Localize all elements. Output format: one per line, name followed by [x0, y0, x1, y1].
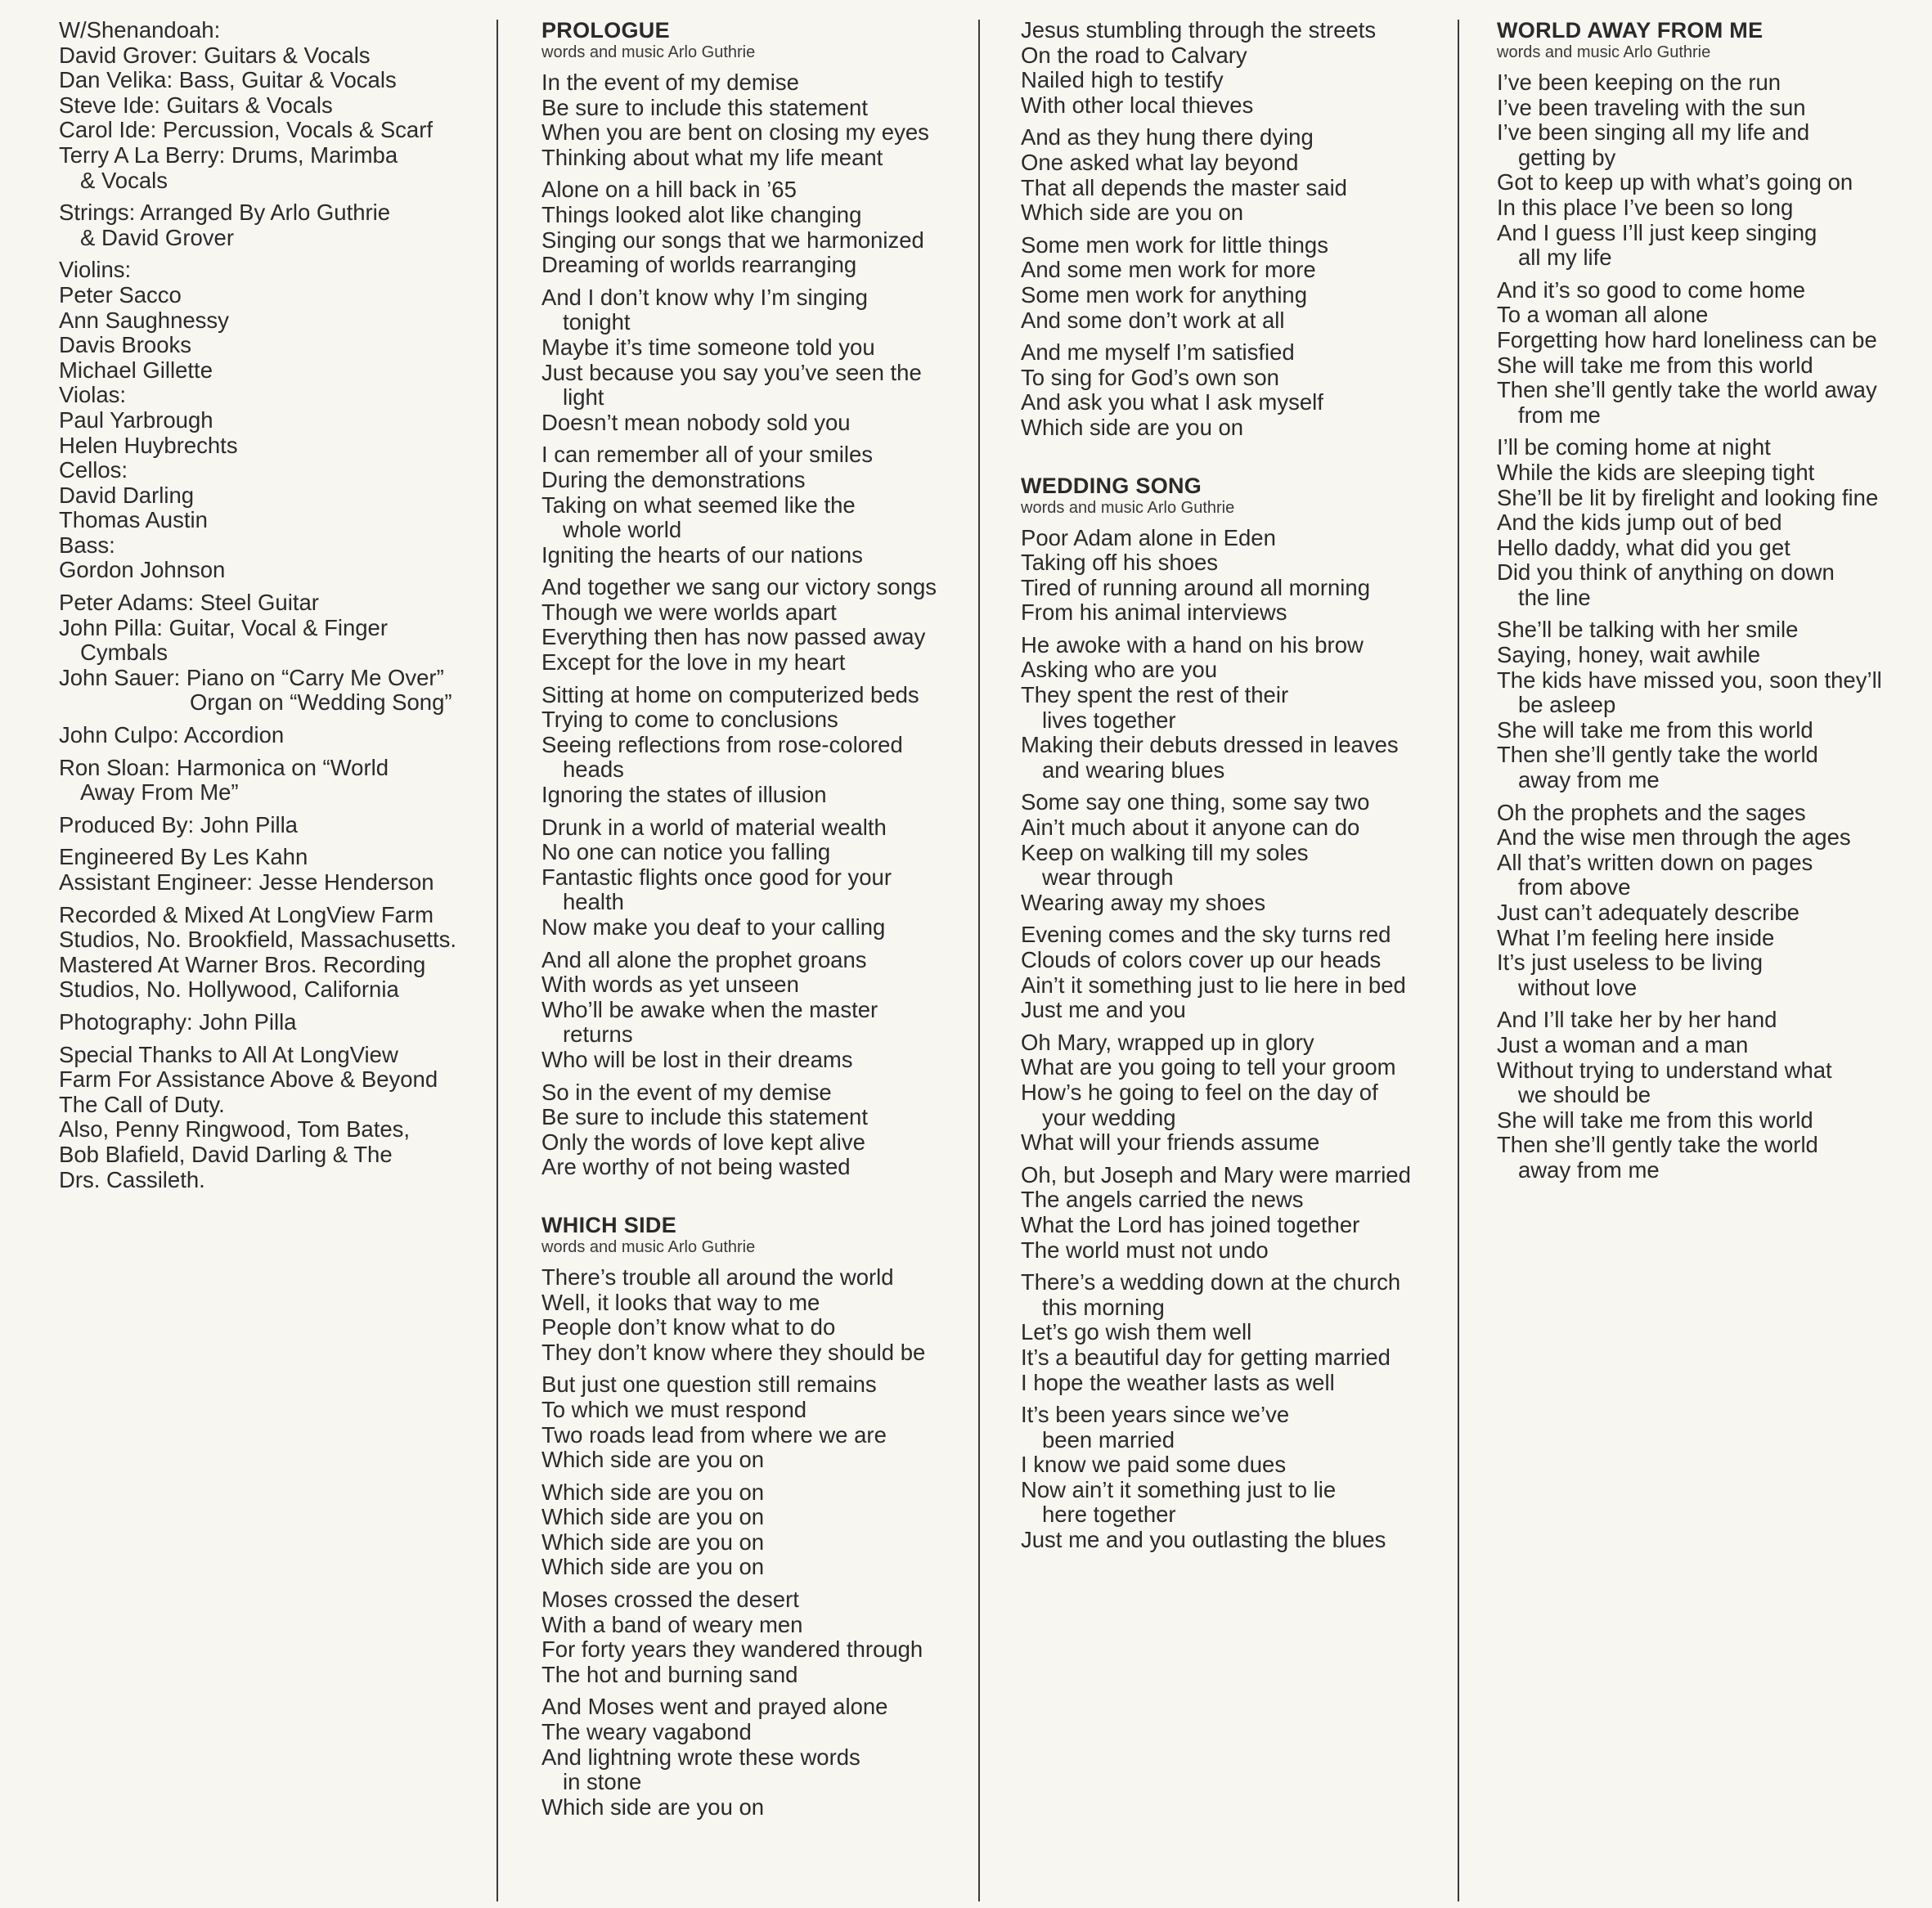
song-block [1021, 474, 1454, 1553]
credit-line: Studios, No. Hollywood, California [59, 976, 399, 1003]
credit-line: Paul Yarbrough [59, 406, 213, 433]
stanza [1497, 801, 1922, 1001]
lyric-line: And as they hung there dying [1021, 124, 1314, 150]
lyric-line: Which side are you on [541, 1504, 765, 1530]
credit-line: David Grover: Guitars & Vocals [59, 42, 371, 68]
credit-line: John Pilla: Guitar, Vocal & Finger [59, 614, 389, 640]
lyric-line: To sing for God’s own son [1021, 364, 1279, 390]
credit-line: Away From Me” [80, 779, 239, 806]
lyric-line: Thinking about what my life meant [541, 144, 883, 170]
credit-line: Peter Adams: Steel Guitar [59, 590, 319, 616]
song-block [1497, 18, 1922, 1183]
song-title: PROLOGUE [541, 18, 670, 43]
lyric-line: The hot and burning sand [541, 1661, 798, 1687]
lyric-line: and wearing blues [1042, 756, 1225, 783]
lyric-line: Just a woman and a man [1497, 1031, 1749, 1057]
lyric-line: Just can’t adequately describe [1497, 900, 1799, 925]
lyric-line: Seeing reflections from rose-colored [541, 731, 903, 757]
credit-line: Cymbals [80, 640, 168, 666]
lyric-line: whole world [563, 517, 682, 543]
lyric-line: Moses crossed the desert [541, 1587, 799, 1613]
lyric-line: Which side are you on [541, 1479, 765, 1505]
stanza [541, 285, 975, 436]
lyric-line: Alone on a hill back in ’65 [541, 177, 797, 203]
lyric-line: It’s a beautiful day for getting married [1021, 1344, 1391, 1370]
lyric-line: Oh Mary, wrapped up in glory [1021, 1029, 1314, 1055]
lyric-line: All that’s written down on pages [1497, 849, 1813, 875]
lyric-line: Maybe it’s time someone told you [541, 334, 875, 360]
credit-line: David Darling [59, 482, 195, 508]
credit-line: Bass: [59, 532, 115, 558]
credit-line: Terry A La Berry: Drums, Marimba [59, 141, 398, 168]
credit-line: Drs. Cassileth. [59, 1166, 205, 1192]
lyric-line: And all alone the prophet groans [541, 946, 867, 972]
lyric-line: And ask you what I ask myself [1021, 389, 1323, 415]
lyric-line: For forty years they wandered through [541, 1636, 923, 1663]
credit-group [59, 18, 484, 193]
lyric-line: They spent the rest of their [1021, 682, 1289, 708]
lyric-line: Clouds of colors cover up our heads [1021, 947, 1382, 972]
lyric-line: Doesn’t mean nobody sold you [541, 409, 851, 435]
lyric-line: I’ve been keeping on the run [1497, 70, 1781, 95]
lyric-line: Trying to come to conclusions [541, 707, 838, 733]
lyric-line: Then she’ll gently take the world [1497, 742, 1818, 768]
credit-line: Carol Ide: Percussion, Vocals & Scarf [59, 117, 434, 143]
credit-line: Also, Penny Ringwood, Tom Bates, [59, 1116, 411, 1143]
lyric-line: Tired of running around all morning [1021, 574, 1371, 600]
credits-column [59, 18, 484, 1200]
song-block [1021, 18, 1454, 441]
lyric-line: Singing our songs that we harmonized [541, 227, 924, 253]
credit-group [59, 756, 484, 806]
lyric-line: She will take me from this world [1497, 352, 1813, 378]
lyric-line: She will take me from this world [1497, 716, 1813, 743]
credit-line: John Sauer: Piano on “Carry Me Over” [59, 664, 444, 690]
stanza [1021, 233, 1454, 333]
lyric-line: Ignoring the states of illusion [541, 782, 827, 808]
lyric-line: Just me and you outlasting the blues [1021, 1527, 1386, 1553]
lyric-line: And lightning wrote these words [541, 1744, 860, 1770]
lyric-line: When you are bent on closing my eyes [541, 119, 929, 146]
credit-line: Cellos: [59, 457, 128, 483]
credit-line: Helen Huybrechts [59, 432, 238, 458]
lyric-line: Asking who are you [1021, 657, 1217, 683]
stanza [541, 1480, 975, 1580]
song-title: WORLD AWAY FROM ME [1497, 18, 1764, 43]
stanza [1497, 435, 1922, 610]
lyric-line: I’ve been traveling with the sun [1497, 94, 1806, 120]
lyric-line: To which we must respond [541, 1396, 807, 1422]
credit-line: Assistant Engineer: Jesse Henderson [59, 869, 434, 895]
credit-line: Gordon Johnson [59, 557, 226, 583]
lyric-line: Let’s go wish them well [1021, 1319, 1252, 1345]
stanza [541, 1080, 975, 1180]
lyric-line: From his animal interviews [1021, 599, 1287, 626]
stanza [541, 815, 975, 941]
lyric-line: here together [1042, 1502, 1176, 1528]
lyric-line: Oh, but Joseph and Mary were married [1021, 1161, 1411, 1187]
lyric-line: Now make you deaf to your calling [541, 914, 886, 940]
stanza [541, 1587, 975, 1687]
lyric-line: in stone [563, 1769, 642, 1795]
credit-line: Davis Brooks [59, 332, 191, 358]
lyric-line: this morning [1042, 1294, 1165, 1320]
stanza [541, 1695, 975, 1820]
lyric-line: Some say one thing, some say two [1021, 789, 1370, 815]
lyric-line: be asleep [1518, 692, 1616, 718]
lyric-line: What will your friends assume [1021, 1129, 1320, 1156]
lyric-line: I’ve been singing all my life and [1497, 119, 1810, 146]
lyric-line: Taking off his shoes [1021, 550, 1219, 576]
lyric-line: returns [563, 1021, 633, 1048]
stanza [1497, 1008, 1922, 1183]
lyric-line: What the Lord has joined together [1021, 1211, 1360, 1237]
credit-group [59, 903, 484, 1003]
lyric-line: from me [1518, 402, 1601, 428]
column-divider [496, 20, 498, 1901]
credit-line: Ann Saughnessy [59, 307, 229, 333]
stanza [1021, 633, 1454, 783]
column-divider [1458, 20, 1459, 1901]
lyric-line: No one can notice you falling [541, 839, 831, 865]
stanza [1497, 70, 1922, 271]
lyric-line: Be sure to include this statement [541, 94, 868, 120]
lyric-line: Everything then has now passed away [541, 624, 926, 650]
lyric-line: Oh the prophets and the sages [1497, 799, 1806, 825]
lyric-line: That all depends the master said [1021, 174, 1347, 200]
lyric-line: Then she’ll gently take the world away [1497, 377, 1877, 403]
lyric-line: So in the event of my demise [541, 1079, 832, 1105]
lyric-line: Which side are you on [1021, 200, 1244, 226]
lyric-line: On the road to Calvary [1021, 42, 1247, 68]
lyric-line: I know we paid some dues [1021, 1452, 1287, 1478]
lyric-line: without love [1518, 974, 1638, 1000]
credit-group [59, 1043, 484, 1193]
credit-line: Ron Sloan: Harmonica on “World [59, 754, 389, 780]
stanza [1497, 278, 1922, 429]
lyric-line: Are worthy of not being wasted [541, 1154, 851, 1180]
credit-line: Engineered By Les Kahn [59, 844, 308, 870]
lyric-line: Did you think of anything on down [1497, 559, 1835, 586]
song-credit: words and music Arlo Guthrie [541, 1237, 756, 1256]
lyric-line: Just because you say you’ve seen the [541, 359, 922, 385]
credit-line: Photography: John Pilla [59, 1008, 297, 1035]
column-divider [978, 20, 980, 1901]
lyric-line: getting by [1518, 144, 1616, 170]
lyric-line: Keep on walking till my soles [1021, 839, 1309, 865]
stanza [541, 177, 975, 277]
lyric-line: Taking on what seemed like the [541, 492, 856, 518]
credit-line: Farm For Assistance Above & Beyond [59, 1066, 438, 1093]
lyric-line: tonight [563, 309, 631, 335]
lyric-line: During the demonstrations [541, 466, 806, 492]
stanza [541, 442, 975, 568]
lyric-line: Ain’t much about it anyone can do [1021, 815, 1360, 841]
stanza [541, 70, 975, 170]
lyric-line: Some men work for anything [1021, 281, 1308, 308]
lyric-line: lives together [1042, 707, 1176, 733]
lyric-line: What are you going to tell your groom [1021, 1054, 1396, 1080]
lyric-line: It’s been years since we’ve [1021, 1402, 1290, 1428]
song-credit: words and music Arlo Guthrie [1021, 498, 1235, 517]
stanza [1021, 923, 1454, 1022]
lyric-line: There’s trouble all around the world [541, 1264, 894, 1290]
lyric-line: Evening comes and the sky turns red [1021, 922, 1391, 948]
lyric-line: With words as yet unseen [541, 972, 799, 998]
lyric-line: Drunk in a world of material wealth [541, 814, 887, 840]
lyric-line: Got to keep up with what’s going on [1497, 169, 1853, 195]
lyric-line: Though we were worlds apart [541, 599, 837, 625]
credit-line: Violins: [59, 257, 132, 283]
lyric-line: away from me [1518, 767, 1660, 793]
lyric-line: But just one question still remains [541, 1372, 877, 1398]
credit-line: John Culpo: Accordion [59, 722, 285, 748]
lyric-line: Now ain’t it something just to lie [1021, 1476, 1337, 1502]
lyric-line: And I don’t know why I’m singing [541, 284, 868, 310]
lyric-line: Who will be lost in their dreams [541, 1046, 853, 1072]
credit-line: Thomas Austin [59, 507, 208, 533]
credit-line: Recorded & Mixed At LongView Farm [59, 901, 434, 927]
stanza [541, 575, 975, 675]
lyric-line: been married [1042, 1426, 1175, 1452]
credit-group [59, 845, 484, 895]
lyric-line: She will take me from this world [1497, 1107, 1813, 1133]
lyric-line: Saying, honey, wait awhile [1497, 642, 1761, 668]
lyric-line: Making their debuts dressed in leaves [1021, 732, 1399, 758]
lyric-line: I can remember all of your smiles [541, 442, 873, 468]
lyric-line: Wearing away my shoes [1021, 889, 1266, 915]
credit-line: Steve Ide: Guitars & Vocals [59, 92, 333, 118]
lyric-line: Which side are you on [541, 1794, 765, 1820]
stanza [1497, 617, 1922, 792]
credit-group [59, 813, 484, 838]
lyric-line: And the wise men through the ages [1497, 824, 1851, 851]
lyric-line: Dreaming of worlds rearranging [541, 252, 857, 278]
credit-group [59, 200, 484, 250]
credit-line: Produced By: John Pilla [59, 811, 298, 837]
lyric-line: The world must not undo [1021, 1237, 1269, 1263]
lyric-line: Things looked alot like changing [541, 201, 862, 227]
lyric-line: Be sure to include this statement [541, 1104, 868, 1130]
lyric-line: Who’ll be awake when the master [541, 996, 878, 1022]
stanza [1021, 340, 1454, 440]
stanza [1021, 1030, 1454, 1156]
lyric-line: Which side are you on [541, 1554, 765, 1580]
song-title: WHICH SIDE [541, 1212, 676, 1237]
song-block [541, 18, 975, 1180]
stanza [1021, 526, 1454, 626]
stanza [1021, 1270, 1454, 1395]
lyric-line: Which side are you on [541, 1529, 765, 1555]
lyric-line: They don’t know where they should be [541, 1339, 926, 1365]
credit-group [59, 1010, 484, 1035]
credit-line: Peter Sacco [59, 281, 182, 308]
credit-line: & Vocals [80, 167, 168, 193]
lyric-line: Except for the love in my heart [541, 649, 846, 676]
lyric-line: the line [1518, 584, 1591, 610]
credit-line: Mastered At Warner Bros. Recording [59, 951, 426, 977]
lyric-line: Two roads lead from where we are [541, 1421, 887, 1448]
song-title: WEDDING SONG [1021, 473, 1202, 498]
lyric-line: And some don’t work at all [1021, 307, 1285, 333]
lyric-line: With a band of weary men [541, 1611, 803, 1637]
stanza [541, 683, 975, 808]
lyric-line: I hope the weather lasts as well [1021, 1369, 1335, 1395]
credit-line: Studios, No. Brookfield, Massachusetts. [59, 927, 457, 953]
lyric-line: What I’m feeling here inside [1497, 924, 1775, 950]
lyric-line: Well, it looks that way to me [541, 1289, 820, 1315]
lyric-line: Without trying to understand what [1497, 1057, 1832, 1083]
lyric-line: Sitting at home on computerized beds [541, 681, 919, 707]
credit-line: Organ on “Wedding Song” [190, 689, 452, 716]
lyric-line: And I guess I’ll just keep singing [1497, 219, 1817, 245]
lyric-line: Which side are you on [541, 1447, 765, 1473]
credit-line: Bob Blafield, David Darling & The [59, 1141, 393, 1167]
lyric-line: In the event of my demise [541, 70, 799, 95]
stanza [1021, 790, 1454, 915]
lyric-line: Only the words of love kept alive [541, 1129, 865, 1155]
lyric-line: from above [1518, 874, 1631, 900]
lyric-line: People don’t know what to do [541, 1314, 836, 1340]
lyric-line: And I’ll take her by her hand [1497, 1007, 1777, 1033]
stanza [541, 948, 975, 1073]
lyric-line: She’ll be lit by firelight and looking fine [1497, 484, 1879, 510]
lyric-line: Igniting the hearts of our nations [541, 541, 863, 568]
lyric-line: wear through [1042, 864, 1174, 891]
lyric-line: Ain’t it something just to lie here in bed [1021, 972, 1406, 998]
lyric-line: all my life [1518, 245, 1612, 271]
lyric-line: heads [563, 756, 624, 783]
lyric-line: health [563, 889, 624, 915]
credit-group [59, 258, 484, 583]
lyric-line: And together we sang our victory songs [541, 574, 937, 600]
song-credit: words and music Arlo Guthrie [1497, 43, 1711, 61]
stanza [1021, 1163, 1454, 1263]
stanza [541, 1265, 975, 1365]
lyrics-column-2 [1021, 18, 1454, 1586]
song-credit: words and music Arlo Guthrie [541, 43, 756, 61]
lyric-line: I’ll be coming home at night [1497, 434, 1771, 460]
lyric-line: One asked what lay beyond [1021, 149, 1299, 175]
lyric-line: With other local thieves [1021, 92, 1254, 118]
lyric-line: How’s he going to feel on the day of [1021, 1079, 1378, 1105]
lyric-line: It’s just useless to be living [1497, 950, 1764, 976]
credit-line: & David Grover [80, 224, 234, 250]
lyric-line: To a woman all alone [1497, 302, 1709, 328]
lyric-line: The kids have missed you, soon they’ll [1497, 667, 1882, 693]
lyric-line: The weary vagabond [541, 1719, 752, 1745]
lyric-line: Which side are you on [1021, 414, 1244, 440]
lyric-line: There’s a wedding down at the church [1021, 1269, 1401, 1295]
stanza [1021, 1403, 1454, 1553]
lyric-line: Nailed high to testify [1021, 67, 1224, 93]
lyric-line: She’ll be talking with her smile [1497, 617, 1799, 643]
lyric-line: we should be [1518, 1082, 1651, 1108]
credit-line: Special Thanks to All At LongView [59, 1041, 398, 1067]
lyric-line: The angels carried the news [1021, 1187, 1304, 1213]
stanza [1021, 125, 1454, 225]
lyric-line: While the kids are sleeping tight [1497, 459, 1815, 485]
lyric-line: Hello daddy, what did you get [1497, 534, 1790, 560]
credit-line: The Call of Duty. [59, 1091, 225, 1117]
lyric-line: In this place I’ve been so long [1497, 194, 1794, 220]
lyric-line: Poor Adam alone in Eden [1021, 524, 1276, 550]
lyric-line: Just me and you [1021, 997, 1186, 1023]
lyric-line: Then she’ll gently take the world [1497, 1132, 1818, 1158]
lyric-line: He awoke with a hand on his brow [1021, 631, 1364, 658]
lyric-line: light [563, 384, 604, 411]
credit-group [59, 590, 484, 716]
lyric-line: Fantastic flights once good for your [541, 864, 892, 890]
lyrics-column-3 [1497, 18, 1922, 1216]
lyric-line: your wedding [1042, 1104, 1176, 1130]
lyric-line: Some men work for little things [1021, 231, 1328, 258]
lyric-line: And some men work for more [1021, 257, 1316, 283]
lyrics-column-1 [541, 18, 975, 1852]
credit-line: Michael Gillette [59, 357, 213, 383]
lyric-line: away from me [1518, 1156, 1660, 1183]
lyric-line: And me myself I’m satisfied [1021, 339, 1295, 366]
lyric-line: Jesus stumbling through the streets [1021, 17, 1377, 43]
stanza [1021, 18, 1454, 118]
lyric-line: And it’s so good to come home [1497, 276, 1806, 303]
credit-group [59, 723, 484, 748]
credit-line: Violas: [59, 382, 127, 408]
credit-line: Dan Velika: Bass, Guitar & Vocals [59, 67, 397, 93]
lyric-line: Forgetting how hard loneliness can be [1497, 326, 1877, 352]
lyric-line: And the kids jump out of bed [1497, 510, 1782, 536]
credit-line: Strings: Arranged By Arlo Guthrie [59, 200, 391, 226]
song-block [541, 1213, 975, 1820]
lyric-line: And Moses went and prayed alone [541, 1694, 888, 1720]
stanza [541, 1372, 975, 1472]
credit-line: W/Shenandoah: [59, 17, 221, 43]
